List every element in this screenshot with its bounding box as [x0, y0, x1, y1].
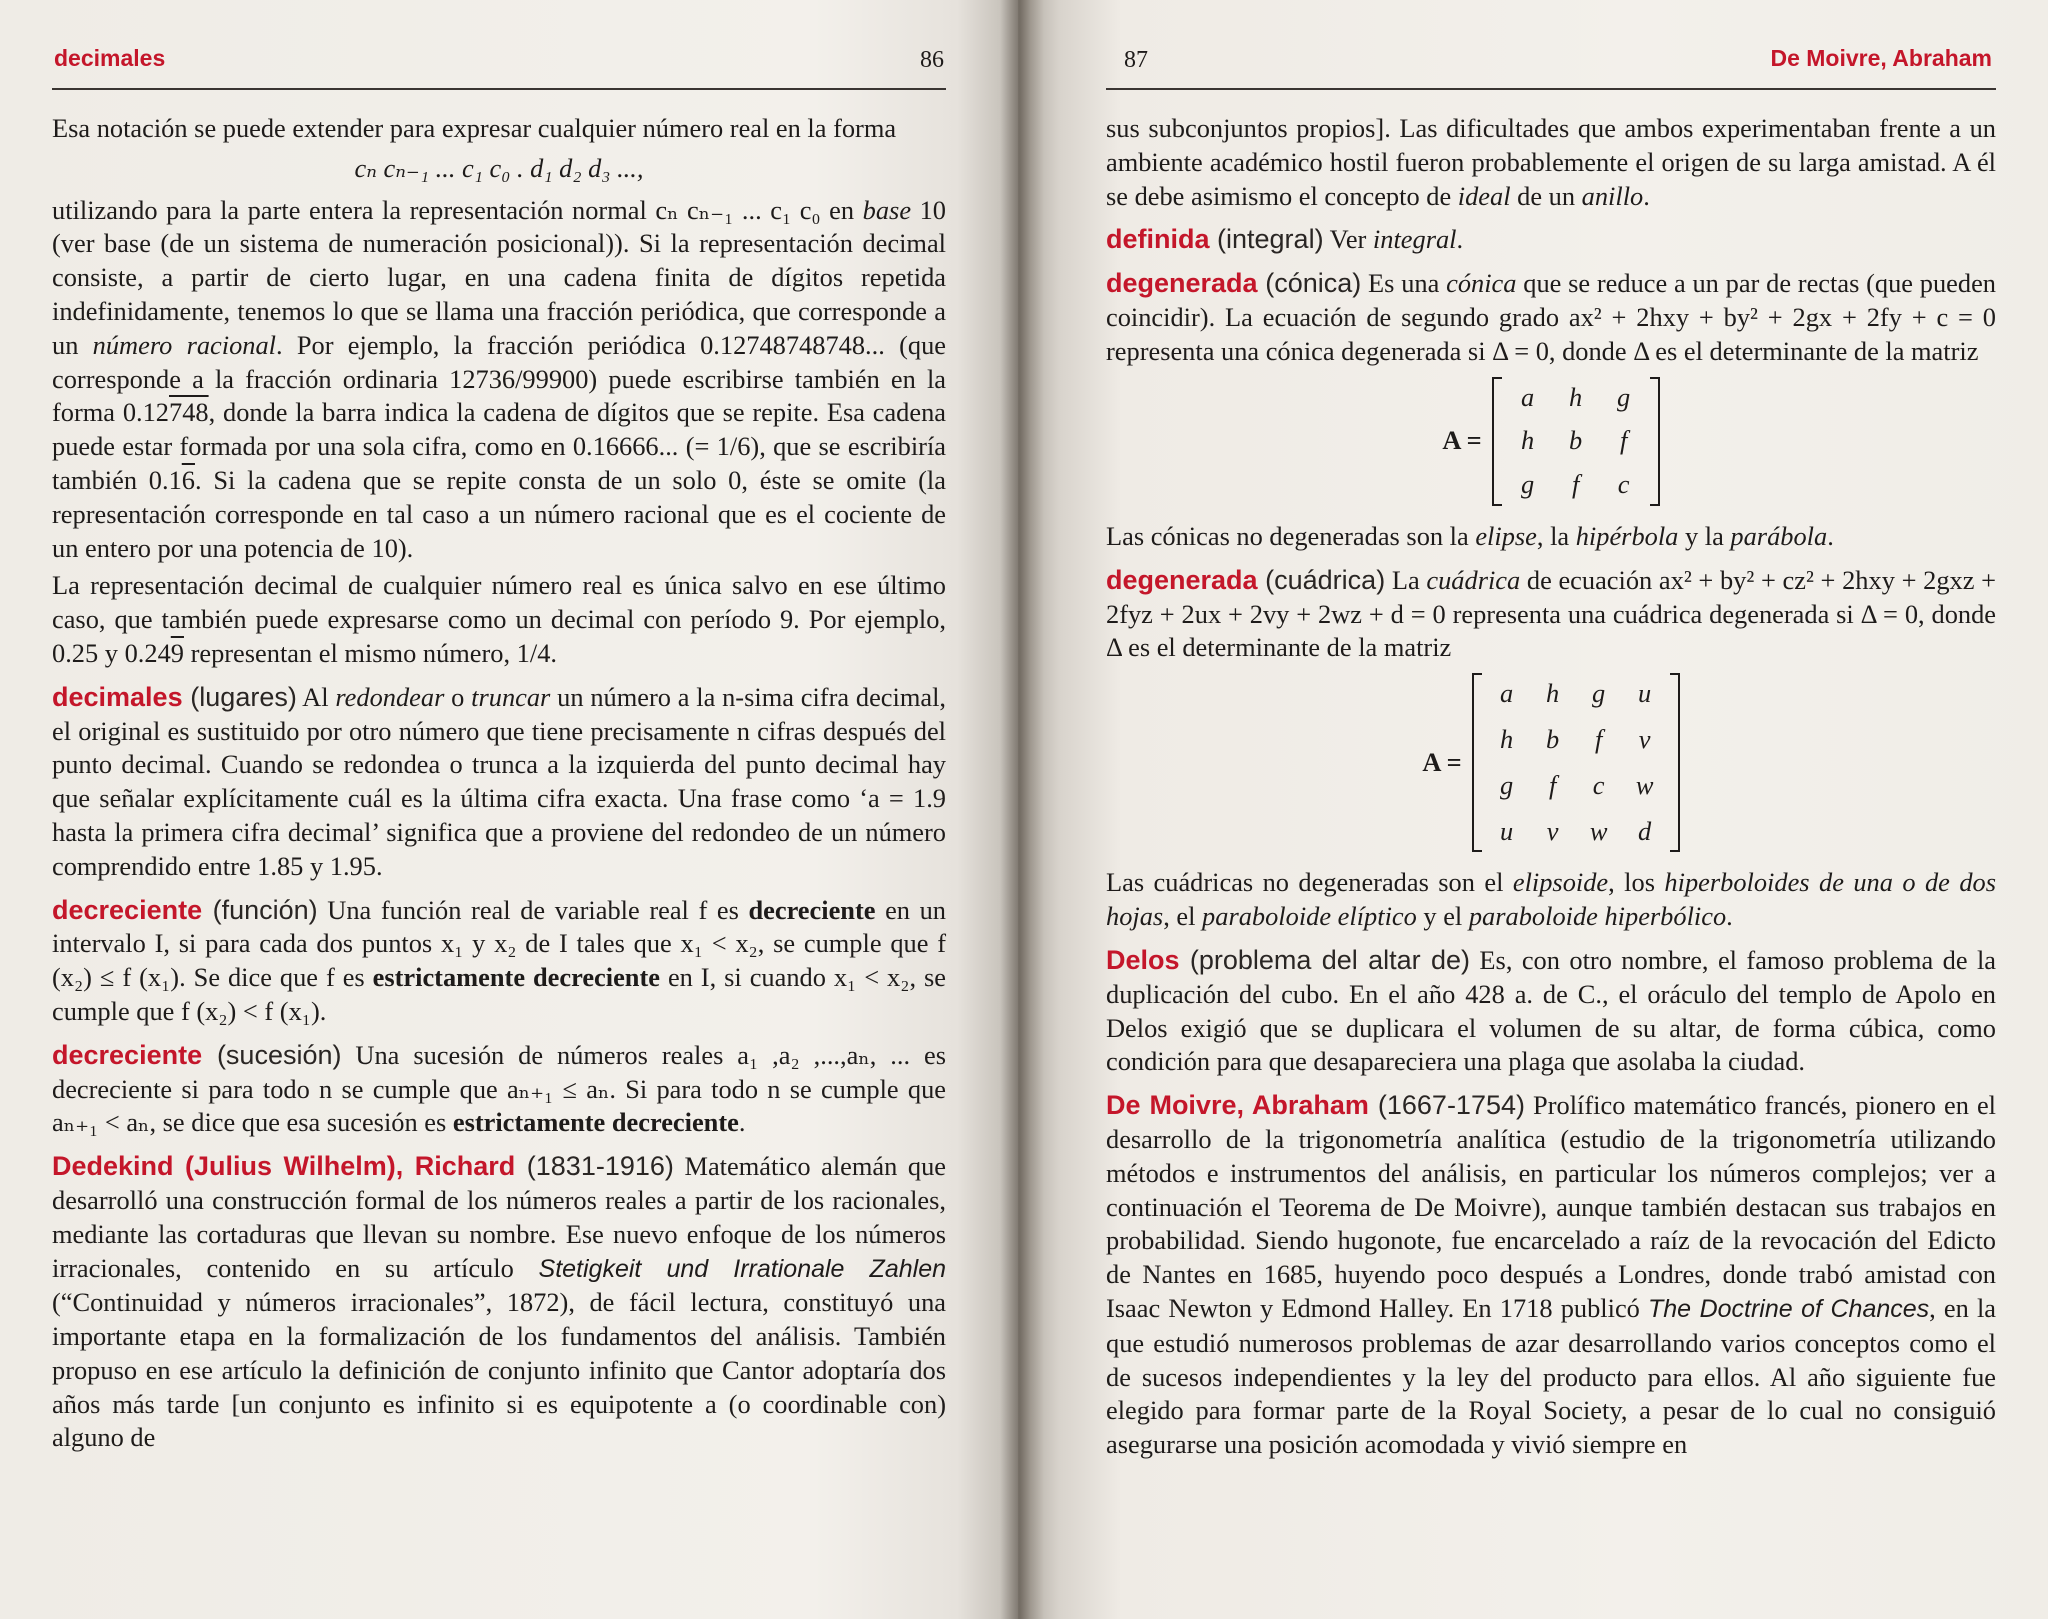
page-body [1106, 90, 1996, 1462]
left-page [0, 0, 1018, 1619]
headword: Delos [1106, 944, 1180, 975]
matrix-entry: d [1638, 815, 1652, 846]
matrix-entry: c [1617, 469, 1630, 500]
matrix-entry: c [1592, 769, 1605, 800]
running-header [52, 0, 946, 90]
matrix-entry: v [1546, 815, 1559, 846]
headword: definida [1106, 224, 1210, 255]
matrix-entry: v [1638, 723, 1651, 754]
matrix-3x3 [1106, 377, 1996, 506]
running-head-word: De Moivre, Abraham [1770, 45, 1992, 71]
entry-delos: Delos (problema del altar de) Es, con otro nombre, el famoso problema de la duplicación del cubo. En el año 428 a. de C., el oráculo del templo de Apolo en Delos exigió que se duplicara el volumen de su altar, de forma cúbica, como condición para que desapareciera una plaga que asolaba la ciudad. [1106, 944, 1997, 1077]
book-gutter [1000, 0, 1044, 1619]
entry-decreciente-funcion: decrecientе (función) Una función real de variable real f es decreciente en un intervalo I, si para cada dos puntos x₁ y x₂ de I tales que x₁ < x₂, se cumple que f (x₂) ≤ f (x₁). Se dice que f es estrictamente decreciente en I, si cuando x₁ < x₂, se cumple que f (x₂) < f (x₁). [52, 894, 946, 1026]
paragraph: La representación decimal de cualquier número real es única salvo en ese último caso, que también puede expresarse como un decimal con período 9. Por ejemplo, 0.25 y 0.249 representan el mismo número, 1/4. [52, 570, 946, 668]
entry-definida-integral: definida (integral) Ver integral. [1106, 224, 1464, 255]
matrix-label: A = [1442, 425, 1482, 456]
matrix-entry: w [1589, 815, 1608, 846]
headword: decimales [52, 681, 183, 712]
headword: degenerada [1106, 564, 1258, 595]
matrix-entry: f [1548, 769, 1557, 800]
matrix-entry: a [1500, 678, 1514, 709]
matrix-entry: f [1594, 723, 1603, 754]
page-body [52, 90, 946, 1455]
paragraph: Las cónicas no degeneradas son la elipse, la hipérbola y la parábola. [1106, 520, 1834, 551]
entry-de-moivre: De Moivre, Abraham (1667-1754) Prolífico matemático francés, pionero en el desarrollo de la trigonometría analítica (estudio de la trigonometría utilizando métodos e instrumentos del análisis, en particular los números complejos; ver a continuación el Teorema de De Moivre), aunque también destacan sus trabajos en probabilidad. Siendo hugonote, fue encarcelado a raíz de la revocación del Edicto de Nantes en 1685, huyendo poco después a Londres, donde trabó amistad con Isaac Newton y Edmond Halley. En 1718 publicó The Doctrine of Chances, en la que estudió numerosos problemas de azar desarrollando varios conceptos como el de sucesos independientes y la ley del producto para ellos. Al año siguiente fue elegido para formar parte de la Royal Society, a pesar de lo cual no consiguió asegurarse una posición acomodada y vivió siempre en [1106, 1090, 1997, 1460]
entry-decreciente-sucesion: decreciente (sucesión) Una sucesión de números reales a₁ ,a₂ ,...,aₙ, ... es decreciente si para todo n se cumple que aₙ₊₁ ≤ aₙ. Si para todo n se cumple que aₙ₊₁ < aₙ, se dice que esa sucesión es estrictamente decreciente. [52, 1039, 946, 1138]
headword: degenerada [1106, 268, 1258, 299]
entry-degenerada-cuadrica: degenerada (cuádrica) La cuádrica de ecuación ax² + by² + cz² + 2hxy + 2gxz + 2fyz + 2ux + 2vy + 2wz + d = 0 representa una cuádrica degenerada si Δ = 0, donde Δ es el determinante de la matriz [1106, 564, 1997, 663]
headword: decreciente [52, 1039, 203, 1070]
matrix-entry: g [1521, 469, 1535, 500]
matrix-entry: h [1569, 381, 1583, 412]
matrix-entry: a [1521, 381, 1535, 412]
paragraph: utilizando para la parte entera la representación normal cₙ cₙ₋₁ ... c₁ c₀ en base 10 (ver base (de un sistema de numeración posicional)). Si la representación decimal consiste, a partir de cierto lugar, en una cadena finita de dígitos repetida indefinidamente, tenemos lo que se llama una fracción periódica, que corresponde a un número racional. Por ejemplo, la fracción periódica 0.12748748748... (que corresponde a la fracción ordinaria 12736/99900) puede escribirse también en la forma 0.12748, donde la barra indica la cadena de dígitos que se repite. Esa cadena puede estar formada por una sola cifra, como en 0.16666... (= 1/6), que se escribiría también 0.16. Si la cadena que se repite consta de un solo 0, éste se omite (la representación corresponde en tal caso a un número racional que es el cociente de un entero por una potencia de 10). [52, 194, 946, 563]
headword: De Moivre, Abraham [1106, 1090, 1369, 1121]
running-head-word: decimales [54, 45, 166, 71]
entry-dedekind: Dedekind (Julius Wilhelm), Richard (1831-1916) Matemático alemán que desarrolló una construcción formal de los números reales a partir de los racionales, mediante las cortaduras que llevan su nombre. Ese nuevo enfoque de los números irracionales, contenido en su artículo Stetigkeit und Irrationale Zahlen (“Continuidad y números irracionales”, 1872), de fácil lectura, constituyó una importante etapa en la formalización de los fundamentos del análisis. También propuso en ese artículo la definición de conjunto infinito que Cantor adoptaría dos años más tarde [un conjunto es infinito si es equipotente a (o coordinable con) alguno de [52, 1151, 947, 1453]
matrix-entry: u [1500, 815, 1514, 846]
matrix-entry: h [1500, 723, 1514, 754]
matrix-entry: f [1571, 469, 1580, 500]
matrix-entry: b [1546, 723, 1560, 754]
headword: decrecientе [52, 894, 203, 925]
running-header [1106, 0, 1996, 90]
matrix-label: A = [1422, 746, 1462, 777]
formula: cₙ cₙ₋₁ ... c₁ c₀ . d₁ d₂ d₃ ..., [354, 152, 644, 183]
matrix-entry: u [1638, 678, 1652, 709]
entry-decimales-lugares: decimales (lugares) Al redondear o truncar un número a la n-sima cifra decimal, el original es sustituido por otro número que tiene precisamente n cifras después del punto decimal. Cuando se redondea o trunca a la izquierda del punto decimal hay que señalar explícitamente cuál es la última cifra exacta. Una frase como ‘a = 1.9 hasta la primera cifra decimal’ significa que a proviene del redondeo de un número comprendido entre 1.85 y 1.95. [52, 681, 946, 881]
page-number: 87 [1124, 47, 1148, 73]
matrix-4x4 [1106, 673, 1996, 852]
matrix-entries [1492, 377, 1660, 506]
paragraph: Esa notación se puede extender para expresar cualquier número real en la forma [52, 113, 897, 143]
matrix-entry: h [1546, 678, 1560, 709]
right-page [1018, 0, 2048, 1619]
matrix-entry: g [1500, 769, 1514, 800]
page-number: 86 [920, 47, 944, 73]
matrix-entry: f [1619, 425, 1628, 456]
matrix-entry: b [1569, 425, 1583, 456]
matrix-entry: g [1592, 678, 1606, 709]
matrix-entry: h [1521, 425, 1535, 456]
paragraph: sus subconjuntos propios]. Las dificultades que ambos experimentaban frente a un ambiente académico hostil fueron probablemente el origen de su larga amistad. A él se debe asimismo el concepto de ideal de un anillo. [1106, 113, 1996, 211]
matrix-entry: g [1617, 381, 1631, 412]
entry-degenerada-conica: degenerada (cónica) Es una cónica que se reduce a un par de rectas (que pueden coincidir). La ecuación de segundo grado ax² + 2hxy + by² + 2gx + 2fy + c = 0 representa una cónica degenerada si Δ = 0, donde Δ es el determinante de la matriz [1106, 268, 1996, 366]
paragraph: Las cuádricas no degeneradas son el elipsoide, los hiperboloides de una o de dos hojas, el paraboloide elíptico y el paraboloide hiperbólico. [1106, 867, 1996, 932]
matrix-entry: w [1635, 769, 1654, 800]
headword: Dedekind (Julius Wilhelm), Richard [52, 1151, 516, 1182]
matrix-entries [1472, 673, 1680, 852]
